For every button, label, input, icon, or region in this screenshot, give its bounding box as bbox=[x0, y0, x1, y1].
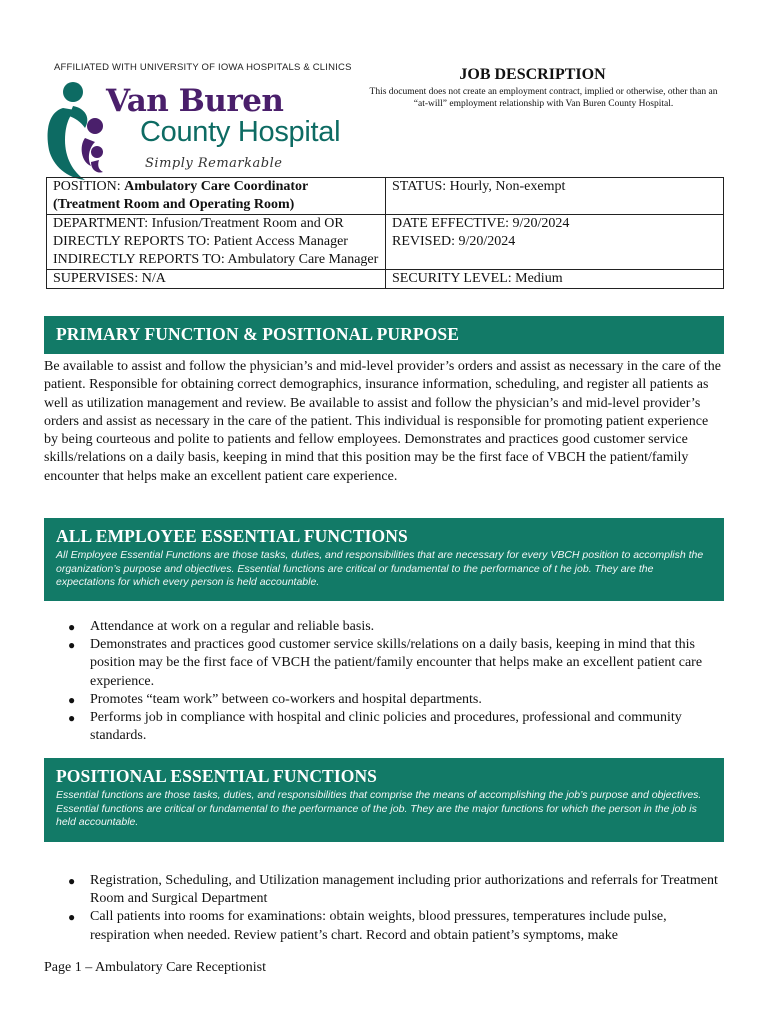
logo-name-line2: County Hospital bbox=[140, 116, 341, 148]
position-cell bbox=[47, 178, 386, 215]
positional-functions-heading: POSITIONAL ESSENTIAL FUNCTIONS bbox=[56, 766, 378, 786]
security-level-text: SECURITY LEVEL: Medium bbox=[392, 271, 563, 286]
list-item-text: Demonstrates and practices good customer service skills/relations on a daily basis, keeping in mind that this position may be the first face of VBCH the patient/family encounter that helps make an excellent patient care experience. bbox=[90, 637, 703, 689]
page-footer: Page 1 – Ambulatory Care Receptionist bbox=[44, 960, 267, 975]
bullet-icon: ● bbox=[68, 692, 76, 707]
supervises-text: SUPERVISES: N/A bbox=[53, 271, 166, 286]
indirectly-reports-to-text: INDIRECTLY REPORTS TO: Ambulatory Care Manager bbox=[53, 252, 379, 267]
logo-tagline: Simply Remarkable bbox=[145, 156, 283, 171]
department-text: DEPARTMENT: Infusion/Treatment Room and OR bbox=[53, 216, 344, 231]
all-employee-functions-list bbox=[44, 618, 724, 745]
status-cell bbox=[386, 178, 724, 215]
logo-name-line1: Van Buren bbox=[106, 83, 284, 119]
bullet-icon: ● bbox=[68, 620, 76, 634]
supervises-cell bbox=[47, 270, 386, 289]
positional-functions-description: Essential functions are those tasks, duties, and responsibilities that comprise the means of accomplishing the job’s purpose and objectives. Essential functions are critical or fundamental to the performance of the job. They are the major functions for which the person in the job is held accountable. bbox=[56, 789, 702, 828]
primary-function-banner bbox=[44, 316, 724, 354]
dates-cell bbox=[386, 215, 724, 270]
bullet-icon: ● bbox=[68, 638, 76, 653]
position-value-line2: (Treatment Room and Operating Room) bbox=[53, 197, 295, 212]
positional-functions-list bbox=[44, 872, 724, 945]
list-item bbox=[68, 636, 724, 691]
position-info-table bbox=[46, 177, 724, 289]
list-item-text: Performs job in compliance with hospital and clinic policies and procedures, professional and community standards. bbox=[90, 710, 682, 744]
list-item-text: Attendance at work on a regular and reliable basis. bbox=[90, 619, 375, 634]
primary-function-heading: PRIMARY FUNCTION & POSITIONAL PURPOSE bbox=[56, 324, 460, 344]
bullet-icon: ● bbox=[68, 910, 76, 925]
reporting-cell bbox=[47, 215, 386, 270]
positional-functions-banner bbox=[44, 758, 724, 842]
reports-to-text: DIRECTLY REPORTS TO: Patient Access Manager bbox=[53, 234, 348, 249]
hospital-logo-icon bbox=[45, 78, 115, 182]
status-text: STATUS: Hourly, Non-exempt bbox=[392, 179, 566, 194]
document-disclaimer: This document does not create an employment contract, implied or otherwise, other than an “at-will” employment relationship with Van Buren County Hospital. bbox=[369, 87, 718, 109]
list-item bbox=[68, 618, 724, 636]
position-value-line1: Ambulatory Care Coordinator bbox=[124, 179, 309, 194]
list-item bbox=[68, 908, 724, 944]
bullet-icon: ● bbox=[68, 874, 76, 888]
list-item-text: Call patients into rooms for examinations: obtain weights, blood pressures, temperatures include pulse, respiration when needed. Review patient’s chart. Record and obtain patient’s symptoms, make bbox=[90, 909, 667, 943]
security-level-cell bbox=[386, 270, 724, 289]
list-item bbox=[68, 691, 724, 709]
date-effective-text: DATE EFFECTIVE: 9/20/2024 bbox=[392, 216, 570, 231]
document-title: JOB DESCRIPTION bbox=[459, 66, 606, 83]
position-label: POSITION: bbox=[53, 179, 125, 194]
bullet-icon: ● bbox=[68, 711, 76, 726]
all-employee-functions-heading: ALL EMPLOYEE ESSENTIAL FUNCTIONS bbox=[56, 526, 408, 546]
revised-text: REVISED: 9/20/2024 bbox=[392, 234, 516, 249]
affiliation-text: AFFILIATED WITH UNIVERSITY OF IOWA HOSPITALS & CLINICS bbox=[54, 62, 352, 73]
primary-function-body: Be available to assist and follow the physician’s and mid-level provider’s orders and assist as necessary in the care of the patient. Responsible for obtaining correct demographics, insurance information, scheduling, and register all patients as well as utilization management and review. Be available to assist and follow the physician’s and mid-level provider’s orders and assist as necessary in the care of the patient. This individual is responsible for promoting patient experience by being courteous and polite to patients and fellow employees. Demonstrates and practices good customer service skills/relations on a daily basis, keeping in mind that this position may be the first face of VBCH the patient/family encounter that helps make an excellent patient care experience. bbox=[44, 359, 721, 484]
list-item-text: Registration, Scheduling, and Utilization management including prior authorizations and referrals for Treatment Room and Surgical Department bbox=[90, 873, 718, 907]
list-item bbox=[68, 872, 724, 908]
all-employee-functions-description: All Employee Essential Functions are those tasks, duties, and responsibilities that are necessary for every VBCH position to accomplish the organization’s purpose and objectives. Essential functions are critical or fundamental to the performance of t he job. They are the expectations for which every person is held accountable. bbox=[56, 549, 704, 588]
list-item bbox=[68, 709, 724, 745]
list-item-text: Promotes “team work” between co-workers and hospital departments. bbox=[90, 691, 482, 707]
all-employee-functions-banner bbox=[44, 518, 724, 601]
